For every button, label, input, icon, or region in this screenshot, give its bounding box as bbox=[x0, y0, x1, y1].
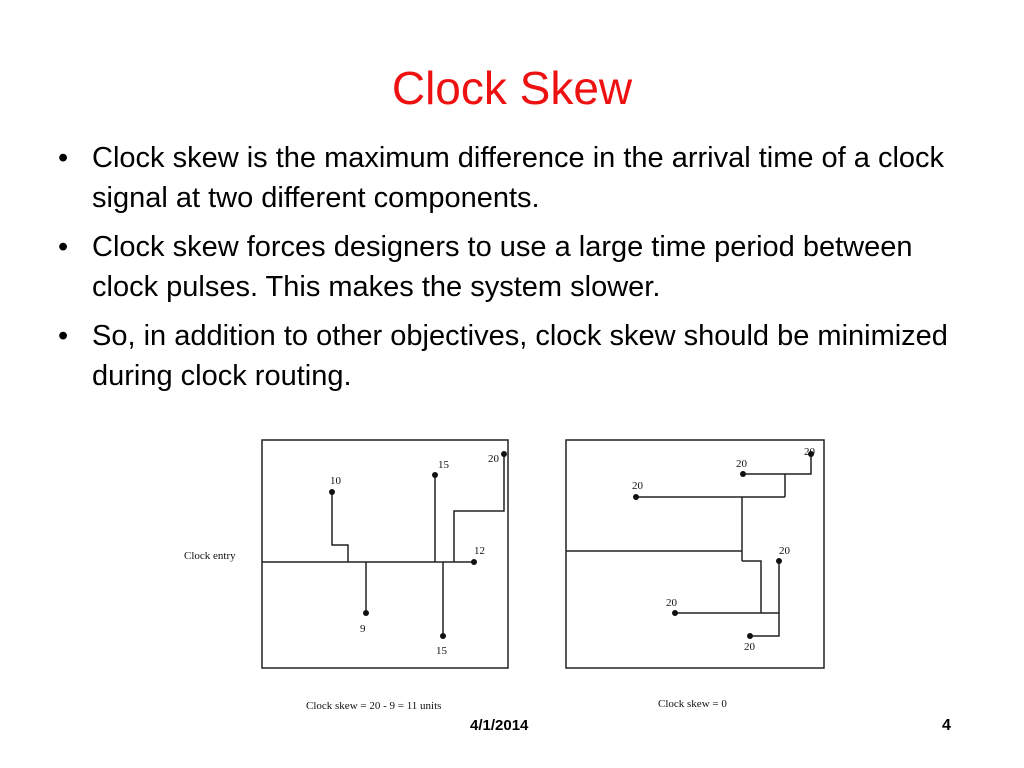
sink-label: 12 bbox=[474, 545, 485, 557]
bullet-text: Clock skew forces designers to use a large time period between clock pulses. This makes the system slower. bbox=[92, 231, 913, 303]
clock-entry-label: Clock entry bbox=[184, 550, 236, 562]
sink-node bbox=[440, 633, 446, 639]
right-branch-20-d bbox=[750, 613, 779, 636]
sink-label: 10 bbox=[330, 475, 341, 487]
bullet-item bbox=[52, 138, 952, 218]
sink-node bbox=[776, 558, 782, 564]
right-lower-stem bbox=[742, 561, 761, 613]
sink-label: 20 bbox=[666, 597, 677, 609]
clock-tree-figure bbox=[170, 425, 850, 725]
bullet-text: So, in addition to other objectives, clock skew should be minimized during clock routing. bbox=[92, 320, 948, 392]
sink-node bbox=[747, 633, 753, 639]
sink-node bbox=[633, 494, 639, 500]
sink-label: 20 bbox=[736, 458, 747, 470]
sink-label: 9 bbox=[360, 623, 366, 635]
sink-node bbox=[471, 559, 477, 565]
left-tree-frame bbox=[262, 440, 508, 668]
sink-label: 15 bbox=[438, 459, 449, 471]
clock-tree-diagram bbox=[170, 425, 850, 725]
sink-node bbox=[672, 610, 678, 616]
sink-label: 20 bbox=[779, 545, 790, 557]
bullet-text: Clock skew is the maximum difference in the arrival time of a clock signal at two different components. bbox=[92, 142, 945, 214]
slide-title: Clock Skew bbox=[391, 62, 633, 114]
sink-node bbox=[329, 489, 335, 495]
sink-node bbox=[363, 610, 369, 616]
bullet-item bbox=[52, 316, 952, 396]
sink-label: 20 bbox=[632, 480, 643, 492]
sink-label: 20 bbox=[744, 641, 755, 653]
right-caption: Clock skew = 0 bbox=[658, 698, 727, 710]
sink-node bbox=[432, 472, 438, 478]
bullet-dot: • bbox=[58, 231, 69, 263]
bullet-item bbox=[52, 227, 952, 307]
footer-page-number: 4 bbox=[942, 717, 951, 734]
sink-label: 20 bbox=[804, 446, 815, 458]
right-branch-20-a bbox=[743, 474, 785, 497]
sink-label: 15 bbox=[436, 645, 447, 657]
left-clock-tree bbox=[262, 440, 508, 668]
left-branch-10 bbox=[332, 492, 348, 562]
sink-label: 20 bbox=[488, 453, 499, 465]
bullet-dot: • bbox=[58, 320, 69, 352]
footer-date: 4/1/2014 bbox=[470, 717, 529, 734]
right-branch-20-c bbox=[761, 561, 779, 613]
left-caption: Clock skew = 20 - 9 = 11 units bbox=[306, 700, 442, 712]
bullet-dot: • bbox=[58, 142, 69, 174]
bullet-list bbox=[52, 138, 952, 405]
sink-node bbox=[501, 451, 507, 457]
sink-node bbox=[740, 471, 746, 477]
